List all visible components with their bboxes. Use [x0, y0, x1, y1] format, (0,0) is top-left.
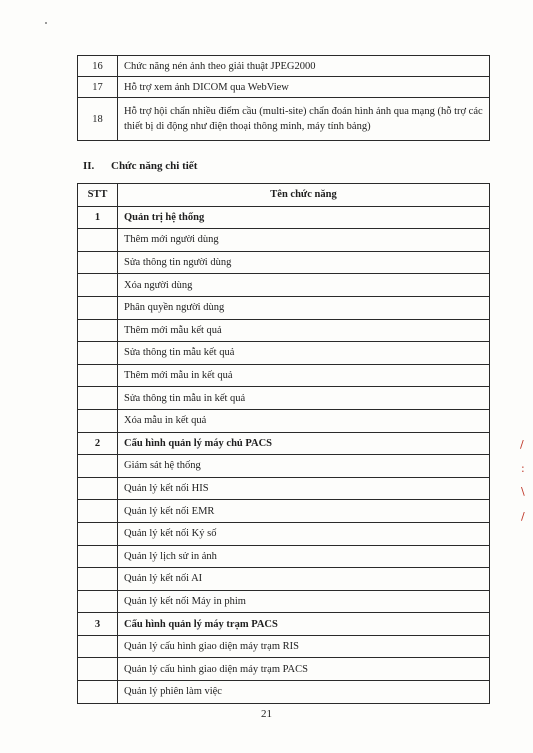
table-row [78, 364, 490, 387]
function-item: Xóa mẫu in kết quả [118, 409, 490, 432]
table-row [78, 56, 490, 77]
table-row [78, 319, 490, 342]
section-number: II. [83, 160, 95, 172]
function-item: Giám sát hệ thống [118, 455, 490, 478]
section-title: Chức năng chi tiết [111, 160, 198, 172]
table-row [78, 98, 490, 141]
function-item: Quản lý phiên làm việc [118, 681, 490, 704]
column-header-stt: STT [78, 184, 118, 207]
group-title: Cấu hình quản lý máy chủ PACS [118, 432, 490, 455]
table-row [78, 545, 490, 568]
table-row [78, 229, 490, 252]
table-row [78, 296, 490, 319]
group-row [78, 206, 490, 229]
group-row [78, 432, 490, 455]
table-row [78, 455, 490, 478]
section-heading [83, 160, 197, 172]
page-number: 21 [261, 708, 272, 720]
margin-red-mark: / [521, 510, 525, 523]
function-item: Thêm mới người dùng [118, 229, 490, 252]
function-item: Thêm mới mẫu in kết quả [118, 364, 490, 387]
margin-red-mark: : [521, 462, 525, 475]
function-item: Thêm mới mẫu kết quả [118, 319, 490, 342]
row-number: 18 [78, 98, 118, 141]
table-row [78, 500, 490, 523]
function-name: Hỗ trợ xem ảnh DICOM qua WebView [118, 77, 490, 98]
group-number: 3 [78, 613, 118, 636]
table-row [78, 681, 490, 704]
function-item: Quản lý kết nối AI [118, 568, 490, 591]
table-row [78, 590, 490, 613]
table-row [78, 658, 490, 681]
table-row [78, 77, 490, 98]
function-item: Phân quyền người dùng [118, 296, 490, 319]
function-item: Quản lý kết nối EMR [118, 500, 490, 523]
function-item: Sửa thông tin người dùng [118, 251, 490, 274]
row-number: 16 [78, 56, 118, 77]
function-item: Xóa người dùng [118, 274, 490, 297]
table-row [78, 342, 490, 365]
function-item: Quản lý lịch sử in ảnh [118, 545, 490, 568]
table-header-row [78, 184, 490, 207]
function-item: Sửa thông tin mẫu in kết quả [118, 387, 490, 410]
table-row [78, 409, 490, 432]
group-title: Quản trị hệ thống [118, 206, 490, 229]
function-name: Hỗ trợ hội chẩn nhiều điểm cầu (multi-site) chẩn đoán hình ảnh qua mạng (hỗ trợ các thiết bị di động như điện thoại thông minh, máy tính bảng) [118, 98, 490, 141]
function-item: Quản lý kết nối HIS [118, 477, 490, 500]
function-item: Quản lý cấu hình giao diện máy trạm RIS [118, 635, 490, 658]
margin-red-mark: / [520, 438, 524, 451]
function-item: Sửa thông tin mẫu kết quả [118, 342, 490, 365]
scan-speck [45, 22, 47, 24]
table-row [78, 477, 490, 500]
group-title: Cấu hình quản lý máy trạm PACS [118, 613, 490, 636]
group-number: 1 [78, 206, 118, 229]
row-number: 17 [78, 77, 118, 98]
table-row [78, 251, 490, 274]
group-row [78, 613, 490, 636]
summary-function-table [77, 55, 490, 141]
column-header-name: Tên chức năng [118, 184, 490, 207]
function-item: Quản lý kết nối Máy in phim [118, 590, 490, 613]
function-item: Quản lý kết nối Ký số [118, 522, 490, 545]
table-row [78, 635, 490, 658]
detailed-function-table [77, 183, 490, 704]
group-number: 2 [78, 432, 118, 455]
table-row [78, 274, 490, 297]
function-name: Chức năng nén ảnh theo giải thuật JPEG2000 [118, 56, 490, 77]
function-item: Quản lý cấu hình giao diện máy trạm PACS [118, 658, 490, 681]
table-row [78, 387, 490, 410]
margin-red-mark: \ [521, 485, 525, 498]
table-row [78, 568, 490, 591]
table-row [78, 522, 490, 545]
